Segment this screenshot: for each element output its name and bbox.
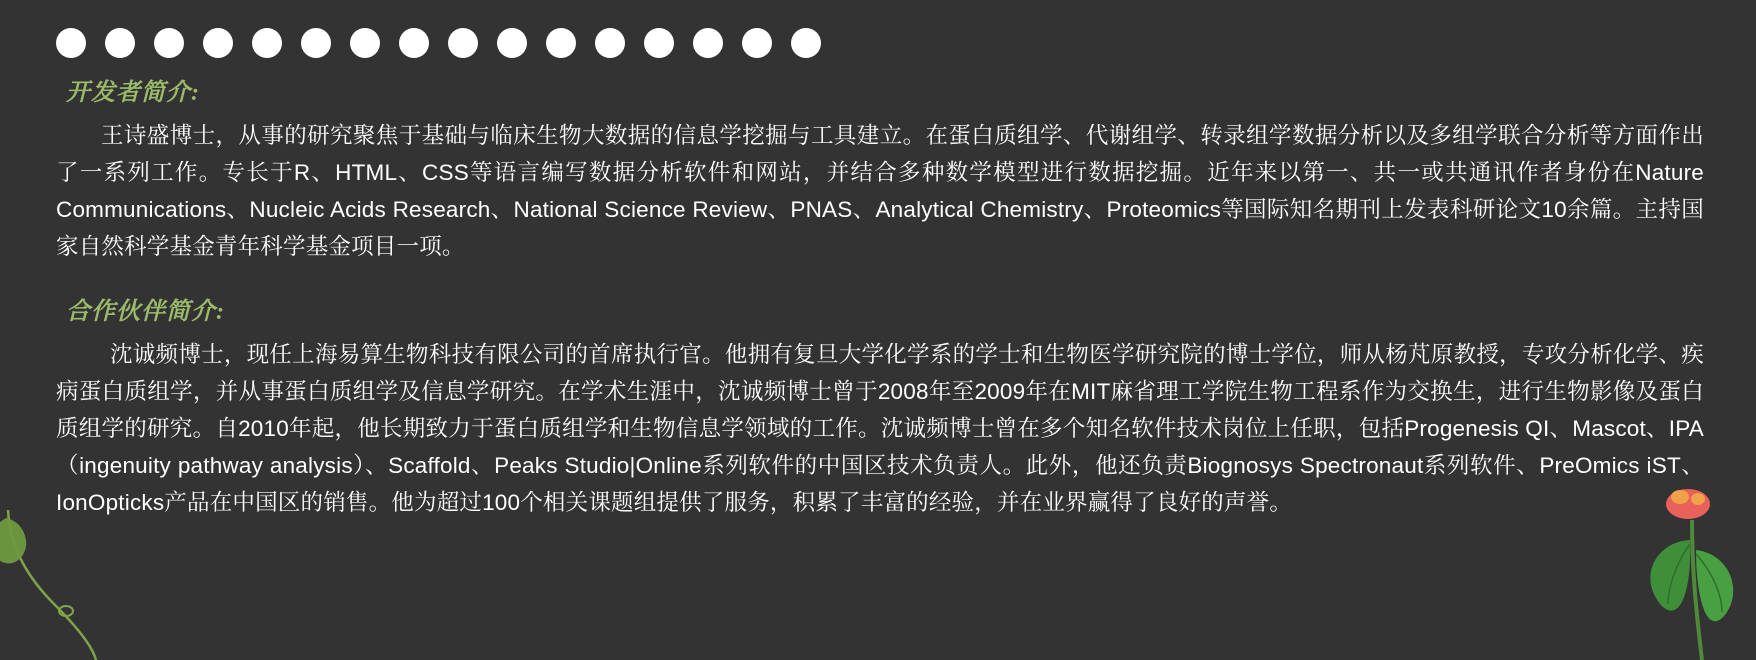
decorative-dot	[742, 28, 772, 58]
decorative-dot	[203, 28, 233, 58]
leaf-vine-decoration-icon	[0, 510, 130, 660]
decorative-dot	[154, 28, 184, 58]
decorative-dot	[252, 28, 282, 58]
developer-profile-heading: 开发者简介:	[66, 80, 200, 106]
slide-content	[56, 72, 1704, 521]
decorative-dot	[595, 28, 625, 58]
developer-profile-paragraph: 王诗盛博士，从事的研究聚焦于基础与临床生物大数据的信息学挖掘与工具建立。在蛋白质组学、代谢组学、转录组学数据分析以及多组学联合分析等方面作出了一系列工作。专长于R、HTML、CSS等语言编写数据分析软件和网站，并结合多种数学模型进行数据挖掘。近年来以第一、共一或共通讯作者身份在Nature Communications、Nucleic Acids Research、National Science Review、PNAS、Analytical Chemistry、Proteomics等国际知名期刊上发表科研论文10余篇。主持国家自然科学基金青年科学基金项目一项。	[56, 123, 1704, 259]
partner-profile-heading: 合作伙伴简介:	[66, 299, 225, 325]
decorative-dot	[791, 28, 821, 58]
dot-separator-row	[56, 28, 821, 58]
decorative-dot	[546, 28, 576, 58]
decorative-dot	[301, 28, 331, 58]
decorative-dot	[448, 28, 478, 58]
decorative-dot	[693, 28, 723, 58]
partner-profile-paragraph: 沈诚频博士，现任上海易算生物科技有限公司的首席执行官。他拥有复旦大学化学系的学士和生物医学研究院的博士学位，师从杨芃原教授，专攻分析化学、疾病蛋白质组学，并从事蛋白质组学及信息学研究。在学术生涯中，沈诚频博士曾于2008年至2009年在MIT麻省理工学院生物工程系作为交换生，进行生物影像及蛋白质组学的研究。自2010年起，他长期致力于蛋白质组学和生物信息学领域的工作。沈诚频博士曾在多个知名软件技术岗位上任职，包括Progenesis QI、Mascot、IPA（ingenuity pathway analysis）、Scaffold、Peaks Studio|Online系列软件的中国区技术负责人。此外，他还负责Biognosys Spectronaut系列软件、PreOmics iST、IonOpticks产品在中国区的销售。他为超过100个相关课题组提供了服务，积累了丰富的经验，并在业界赢得了良好的声誉。	[56, 342, 1704, 515]
decorative-dot	[399, 28, 429, 58]
decorative-dot	[105, 28, 135, 58]
decorative-dot	[350, 28, 380, 58]
decorative-dot	[497, 28, 527, 58]
decorative-dot	[56, 28, 86, 58]
decorative-dot	[644, 28, 674, 58]
